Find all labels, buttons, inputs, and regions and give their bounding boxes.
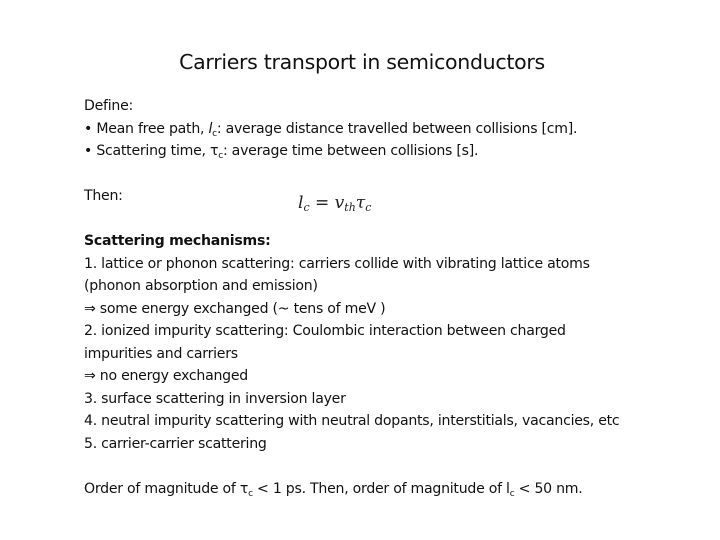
order-part-2: < 1 ps. Then, order of magnitude of l [252, 480, 510, 497]
order-part-3: < 50 nm. [514, 480, 583, 497]
mfp-symbol: l [208, 120, 213, 137]
formula-lhs-subscript: c [303, 201, 310, 214]
mfp-subscript: c [212, 128, 217, 139]
formula-tau: τ [355, 193, 366, 213]
bullet-icon: • [84, 143, 93, 159]
slide-title: Carriers transport in semiconductors [179, 50, 545, 74]
bullet-icon: • [84, 120, 93, 137]
define-mean-free-path [84, 118, 684, 141]
mechanism-line: (phonon absorption and emission) [84, 278, 318, 294]
scat-subscript: c [218, 151, 223, 161]
then-label: Then: [84, 188, 123, 204]
mechanism-line: 5. carrier-carrier scattering [84, 435, 267, 452]
scat-symbol: τ [210, 143, 219, 159]
define-heading: Define: [84, 98, 134, 114]
order-subscript-1: c [248, 488, 253, 499]
mechanism-line: ⇒ no energy exchanged [84, 368, 248, 384]
mfp-label: Mean free path, [96, 120, 205, 137]
mechanism-line: 3. surface scattering in inversion layer [84, 390, 346, 407]
order-subscript-2: c [509, 488, 515, 499]
formula-tau-subscript: c [365, 201, 372, 214]
define-scattering-time [84, 140, 684, 163]
scat-description: : average time between collisions [s]. [222, 143, 479, 159]
order-of-magnitude-line [84, 478, 684, 501]
formula-equals: = [309, 193, 335, 213]
mfp-description: : average distance travelled between collisions [cm]. [216, 120, 578, 137]
mean-free-path-formula [298, 193, 371, 217]
formula-velocity-subscript: th [344, 201, 356, 214]
mechanism-line: ⇒ some energy exchanged (~ tens of meV ) [84, 300, 386, 317]
mechanism-line: 1. lattice or phonon scattering: carriers collide with vibrating lattice atoms [84, 255, 590, 272]
formula-velocity: v [334, 193, 345, 213]
formula-lhs: l [298, 193, 304, 213]
order-part-1: Order of magnitude of τ [84, 480, 249, 497]
mechanism-line: 4. neutral impurity scattering with neutral dopants, interstitials, vacancies, etc [84, 413, 620, 429]
mechanisms-heading: Scattering mechanisms: [84, 233, 271, 249]
mechanism-line: impurities and carriers [84, 345, 238, 362]
mechanism-line: 2. ionized impurity scattering: Coulombic interaction between charged [84, 323, 566, 339]
slide-body [84, 95, 684, 500]
scat-label: Scattering time, [96, 143, 206, 159]
